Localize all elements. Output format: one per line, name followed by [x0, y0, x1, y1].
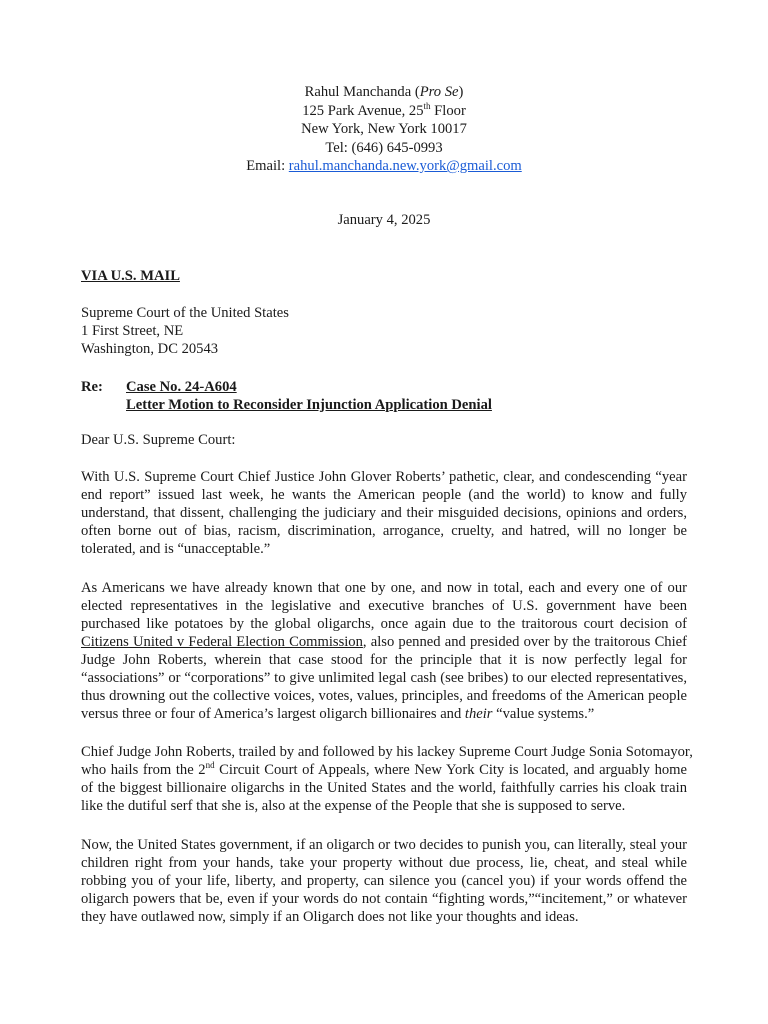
- paragraph-2: [81, 579, 687, 723]
- recipient-address: [81, 304, 289, 358]
- paragraph-line: oligarch powers that be, even if your words do not contain “fighting words,”“incitement,” or whatever: [81, 891, 687, 907]
- salutation: Dear U.S. Supreme Court:: [81, 432, 236, 448]
- paragraph-line: Judge John Roberts, wherein that case stood for the principle that it is now perfectly legal for: [81, 652, 687, 668]
- paragraph-line: they have outlawed now, simply if an Oligarch does not like your thoughts and ideas.: [81, 909, 579, 925]
- paragraph-line: who hails from the 2nd Circuit Court of Appeals, where New York City is located, and arguably home: [81, 760, 687, 778]
- sender-address: 125 Park Avenue, 25th Floor: [302, 100, 466, 119]
- paragraph-line: Citizens United v Federal Election Commission, also penned and presided over by the traitorous Chief: [81, 634, 687, 650]
- paragraph-line: robbing you of your life, liberty, and property, can silence you (cancel you) if your words offend the: [81, 873, 687, 889]
- sender-email: Email: rahul.manchanda.new.york@gmail.com: [246, 158, 522, 174]
- paragraph-line: thus drowning out the collective voices, votes, values, principles, and freedoms of the American people: [81, 688, 687, 704]
- paragraph-line: end report” issued last week, he wants the American people (and the world) to know and fully: [81, 487, 687, 503]
- re-subject: Letter Motion to Reconsider Injunction Application Denial: [126, 397, 492, 413]
- case-number: Case No. 24-A604: [126, 379, 237, 395]
- sender-city: New York, New York 10017: [301, 121, 467, 137]
- paragraph-line: elected representatives in the legislative and executive branches of U.S. government have been: [81, 598, 687, 614]
- recipient-line: Supreme Court of the United States: [81, 305, 289, 321]
- paragraph-line: “associations” or “corporations” to give unlimited legal cash (see bribes) to our elected representatives,: [81, 670, 687, 686]
- paragraph-line: tolerated, and is “unacceptable.”: [81, 541, 271, 557]
- paragraph-line: With U.S. Supreme Court Chief Justice John Glover Roberts’ pathetic, clear, and condescending “year: [81, 469, 687, 485]
- sender-name: Rahul Manchanda (Pro Se): [304, 84, 464, 100]
- paragraph-1: [81, 468, 687, 558]
- paragraph-line: like the dutiful serf that she is, also at the expense of the People that she is supposed to serve.: [81, 798, 626, 814]
- recipient-line: Washington, DC 20543: [81, 341, 219, 357]
- email-link[interactable]: rahul.manchanda.new.york@gmail.com: [288, 158, 522, 174]
- paragraph-line: versus three or four of America’s largest oligarch billionaires and their “value systems.”: [81, 706, 595, 722]
- sender-tel: Tel: (646) 645-0993: [325, 139, 443, 156]
- paragraph-line: Now, the United States government, if an oligarch or two decides to punish you, can literally, steal your: [81, 837, 687, 853]
- case-citation: Citizens United v Federal Election Commission: [81, 634, 363, 650]
- paragraph-line: understand, that dissent, challenging the judiciary and their misguided decisions, opinions and orders,: [81, 505, 687, 521]
- paragraph-line: Chief Judge John Roberts, trailed by and followed by his lackey Supreme Court Judge Sonia Sotomayor,: [81, 744, 693, 760]
- paragraph-3: [81, 743, 693, 815]
- pro-se-text: Pro Se: [419, 84, 459, 100]
- paragraph-line: often borne out of bias, racism, discrimination, arrogance, cruelty, and hatred, will no longer be: [81, 523, 687, 539]
- sender-header: [0, 83, 768, 176]
- recipient-line: 1 First Street, NE: [81, 323, 184, 339]
- paragraph-line: As Americans we have already known that one by one, and now in total, each and every one of our: [81, 580, 687, 596]
- via-us-mail: VIA U.S. MAIL: [81, 268, 180, 284]
- paragraph-line: of the biggest billionaire oligarchs in the United States and the world, faithfully carries his cloak train: [81, 780, 687, 796]
- paragraph-line: children right from your hands, take your property without due process, lie, cheat, and steal while: [81, 855, 687, 871]
- paragraph-4: [81, 836, 687, 926]
- re-label: Re:: [81, 379, 103, 395]
- letter-date: January 4, 2025: [337, 212, 431, 228]
- paragraph-line: purchased like potatoes by the global oligarchs, once again due to the traitorous court decision of: [81, 616, 687, 632]
